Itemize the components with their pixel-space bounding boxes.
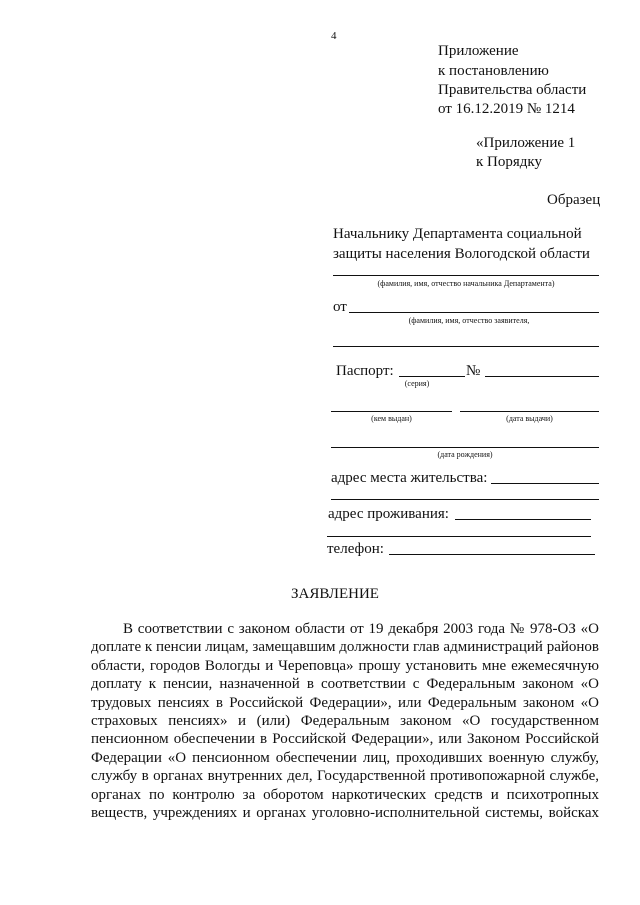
applicant-name-line-2[interactable] <box>333 346 599 347</box>
body-line: веществ, учреждениях и органах уголовно-исполнительной системы, войсках <box>91 805 599 822</box>
passport-series-line[interactable] <box>399 376 465 377</box>
body-line: пенсионном обеспечении в Российской Федерации», или Законом Российской <box>91 731 599 748</box>
body-line: В соответствии с законом области от 19 декабря 2003 года № 978-ОЗ «О <box>123 621 599 637</box>
addressee-line-2: защиты населения Вологодской области <box>333 246 590 262</box>
applicant-name-caption: (фамилия, имя, отчество заявителя, <box>408 316 530 325</box>
appendix-line-2: к постановлению <box>438 63 549 79</box>
body-line: области, городов Вологды и Череповца» прошу установить мне ежемесячную <box>91 657 599 674</box>
phone-label: телефон: <box>327 541 384 557</box>
addressee-line-1: Начальнику Департамента социальной <box>333 226 582 242</box>
birth-date-caption: (дата рождения) <box>437 450 493 459</box>
head-name-caption: (фамилия, имя, отчество начальника Департамента) <box>377 279 555 288</box>
birth-date-line[interactable] <box>331 447 599 448</box>
appendix-line-3: Правительства области <box>438 82 587 98</box>
body-line: органах по контролю за оборотом наркотических средств и психотропных <box>91 786 599 803</box>
issued-by-caption: (кем выдан) <box>371 414 412 423</box>
body-line: службу в органах внутренних дел, Государственной противопожарной службе, <box>91 768 599 785</box>
phone-line[interactable] <box>389 554 595 555</box>
sub-appendix-line-2: к Порядку <box>476 154 542 170</box>
series-caption: (серия) <box>404 379 430 388</box>
passport-number-line[interactable] <box>485 376 599 377</box>
issue-date-caption: (дата выдачи) <box>506 414 553 423</box>
body-line: доплату к пенсии, назначенной в соответствии с Федеральным законом «О <box>91 676 599 693</box>
issue-date-line[interactable] <box>460 411 599 412</box>
sample-label: Образец <box>547 192 601 208</box>
living-line-2[interactable] <box>327 536 591 537</box>
issued-by-line[interactable] <box>331 411 452 412</box>
body-line: Федерации «О пенсионном обеспечении лиц, проходивших военную службу, <box>91 749 599 766</box>
statement-title: ЗАЯВЛЕНИЕ <box>291 586 379 602</box>
body-line: доплате к пенсии лицам, замещавшим должности глав администраций районов <box>91 639 599 656</box>
residence-label: адрес места жительства: <box>331 470 488 486</box>
appendix-line-4: от 16.12.2019 № 1214 <box>438 101 575 117</box>
from-label: от <box>333 299 347 315</box>
sub-appendix-line-1: «Приложение 1 <box>476 135 576 151</box>
page-number: 4 <box>331 30 337 42</box>
living-label: адрес проживания: <box>328 506 449 522</box>
residence-line[interactable] <box>491 483 599 484</box>
residence-line-2[interactable] <box>331 499 599 500</box>
applicant-name-line[interactable] <box>349 312 599 313</box>
living-line[interactable] <box>455 519 591 520</box>
passport-label: Паспорт: <box>336 363 394 379</box>
statement-body <box>91 620 599 822</box>
head-name-line[interactable] <box>333 275 599 276</box>
body-line: трудовых пенсиях в Российской Федерации», или Федеральным законом «О <box>91 694 599 711</box>
appendix-line-1: Приложение <box>438 43 519 59</box>
passport-number-sign: № <box>466 363 481 379</box>
body-line: страховых пенсиях» и (или) Федеральным законом «О государственном <box>91 713 599 730</box>
